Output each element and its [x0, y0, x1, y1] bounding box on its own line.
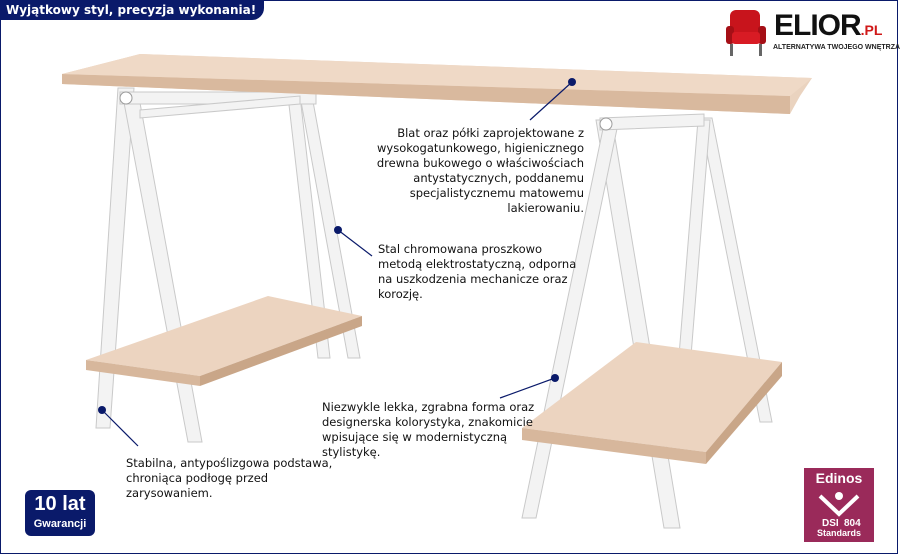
warranty-years: 10 lat: [34, 493, 86, 515]
left-shelf: [86, 296, 362, 386]
edinos-code: DSI: [822, 518, 839, 528]
callout-dot-bottom: [98, 406, 106, 414]
warranty-badge: [25, 490, 95, 536]
note-steel: Stal chromowana proszkowo metodą elektrostatyczną, odporna na uszkodzenia mechanicze oraz korozję.: [378, 242, 577, 301]
tagline-banner: Wyjątkowy styl, precyzja wykonania!: [0, 0, 264, 20]
edinos-title: Edinos: [815, 470, 863, 486]
note-tabletop: Blat oraz półki zaprojektowane z wysokogatunkowego, higienicznego drewna bukowego o właściwościach antystatycznych, poddanemu specjalistycznemu matowemu lakierowaniu.: [376, 126, 584, 215]
callout-dot-right: [551, 374, 559, 382]
note-base: Stabilna, antypoślizgowa podstawa, chroniąca podłogę przed zarysowaniem.: [126, 456, 333, 500]
logo-name: ELIOR.PL: [774, 9, 883, 42]
note-form: Niezwykle lekka, zgrabna forma oraz designerska kolorystyka, znakomicie wpisujące się w modernistyczną stylistykę.: [322, 400, 535, 459]
tabletop: [62, 54, 812, 114]
armchair-icon: [722, 4, 770, 60]
edinos-standards: Standards: [816, 528, 861, 538]
check-person-icon: [804, 488, 874, 528]
warranty-label: Gwarancji: [33, 518, 87, 530]
callout-dot-top: [568, 78, 576, 86]
edinos-badge: [804, 468, 874, 542]
edinos-number: 804: [844, 518, 861, 528]
logo-subtitle: ALTERNATYWA TWOJEGO WNĘTRZA: [773, 44, 900, 51]
callout-dot-middle: [334, 226, 342, 234]
elior-logo[interactable]: [720, 4, 900, 62]
